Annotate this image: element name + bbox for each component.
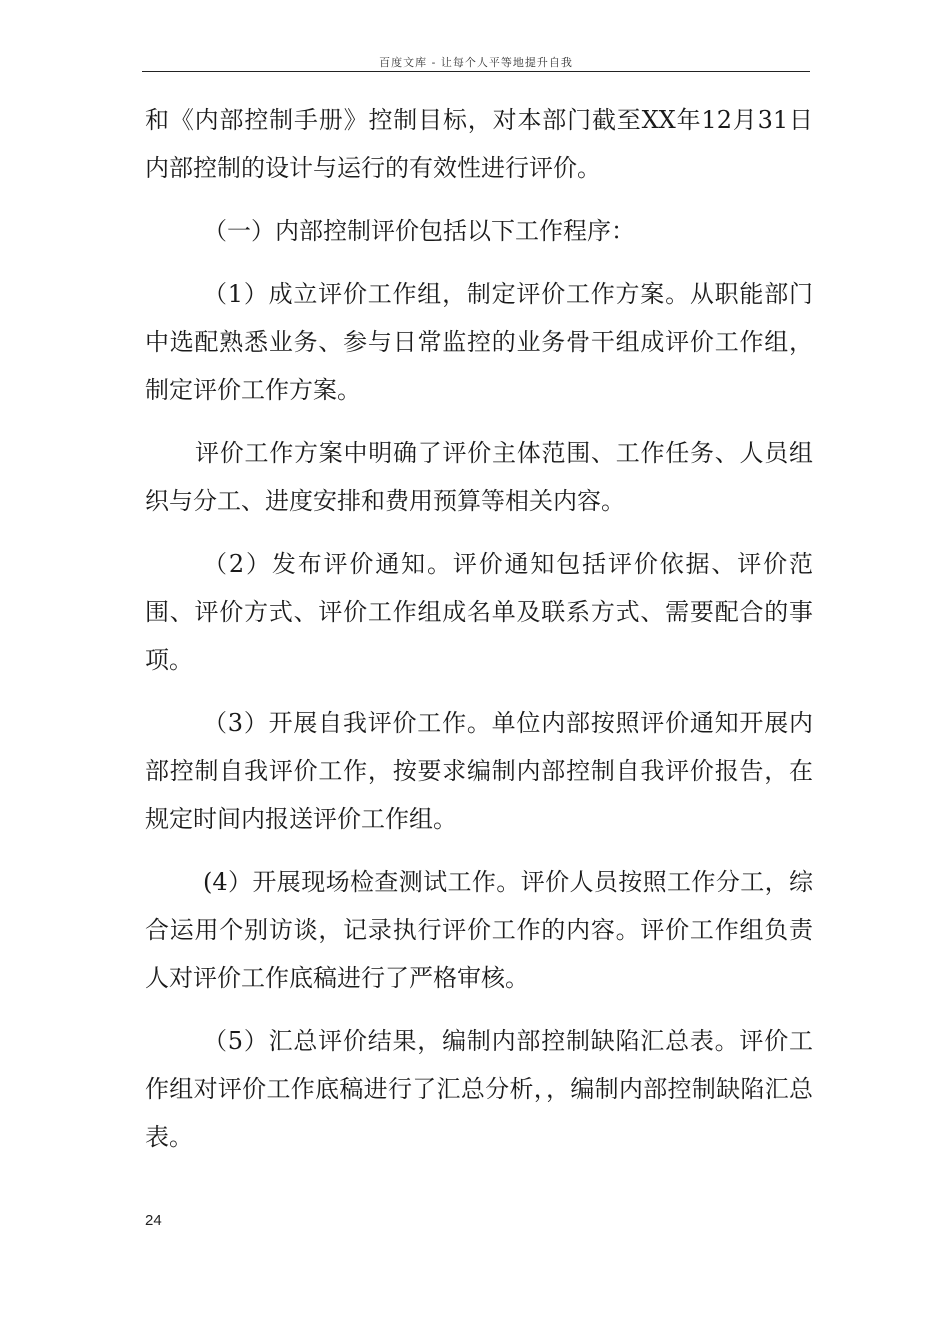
document-body	[145, 96, 813, 1176]
paragraph-step-2: （2）发布评价通知。评价通知包括评价依据、评价范围、评价方式、评价工作组成名单及联系方式、需要配合的事项。	[145, 550, 813, 674]
paragraph-continuation: 和《内部控制手册》控制目标，对本部门截至XX年12月31日内部控制的设计与运行的有效性进行评价。	[145, 106, 813, 182]
header-divider	[142, 71, 810, 72]
page-number: 24	[145, 1212, 162, 1229]
paragraph-step-5: （5）汇总评价结果，编制内部控制缺陷汇总表。评价工作组对评价工作底稿进行了汇总分析，，编制内部控制缺陷汇总表。	[145, 1027, 813, 1151]
paragraph-plan-content: 评价工作方案中明确了评价主体范围、工作任务、人员组织与分工、进度安排和费用预算等相关内容。	[145, 439, 813, 515]
page-header: 百度文库 - 让每个人平等地提升自我	[379, 56, 573, 69]
paragraph-step-3: （3）开展自我评价工作。单位内部按照评价通知开展内部控制自我评价工作，按要求编制内部控制自我评价报告，在规定时间内报送评价工作组。	[145, 709, 813, 833]
paragraph-step-1: （1）成立评价工作组，制定评价工作方案。从职能部门中选配熟悉业务、参与日常监控的业务骨干组成评价工作组，制定评价工作方案。	[145, 280, 813, 404]
paragraph-section-heading: （一）内部控制评价包括以下工作程序：	[203, 217, 635, 245]
paragraph-step-4: (4）开展现场检查测试工作。评价人员按照工作分工，综合运用个别访谈，记录执行评价工作的内容。评价工作组负责人对评价工作底稿进行了严格审核。	[145, 868, 813, 992]
